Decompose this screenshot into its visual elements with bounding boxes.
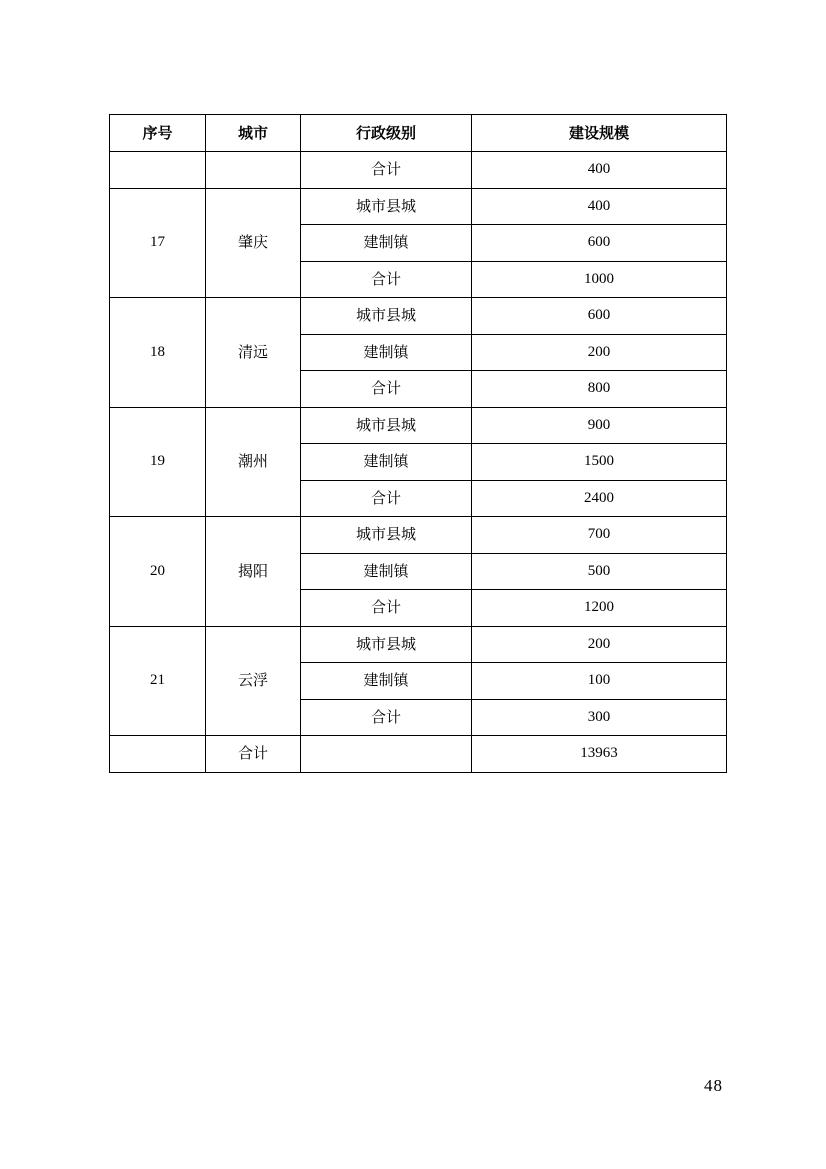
cell-scale: 200	[472, 626, 727, 663]
cell-scale: 200	[472, 334, 727, 371]
cell-seq	[110, 152, 206, 189]
table-row	[110, 407, 727, 444]
cell-seq: 20	[110, 517, 206, 627]
cell-level: 合计	[301, 371, 472, 408]
cell-city: 潮州	[206, 407, 301, 517]
header-row	[110, 115, 727, 152]
cell-scale: 600	[472, 298, 727, 335]
cell-scale: 400	[472, 188, 727, 225]
cell-city: 清远	[206, 298, 301, 408]
cell-city: 揭阳	[206, 517, 301, 627]
cell-level: 城市县城	[301, 407, 472, 444]
total-scale: 13963	[472, 736, 727, 773]
table-row	[110, 298, 727, 335]
cell-scale: 300	[472, 699, 727, 736]
cell-scale: 500	[472, 553, 727, 590]
table-row	[110, 517, 727, 554]
cell-scale: 900	[472, 407, 727, 444]
data-table	[109, 114, 727, 773]
cell-scale: 1500	[472, 444, 727, 481]
cell-scale: 2400	[472, 480, 727, 517]
cell-city: 肇庆	[206, 188, 301, 298]
cell-level: 建制镇	[301, 225, 472, 262]
cell-level: 合计	[301, 261, 472, 298]
cell-level: 城市县城	[301, 517, 472, 554]
cell-seq: 21	[110, 626, 206, 736]
cell-seq: 17	[110, 188, 206, 298]
table-row	[110, 626, 727, 663]
table-header	[110, 115, 727, 152]
cell-level: 城市县城	[301, 188, 472, 225]
total-seq	[110, 736, 206, 773]
cell-level: 合计	[301, 480, 472, 517]
table-body	[110, 152, 727, 736]
cell-level: 建制镇	[301, 663, 472, 700]
total-city: 合计	[206, 736, 301, 773]
header-city: 城市	[206, 115, 301, 152]
cell-seq: 18	[110, 298, 206, 408]
cell-scale: 1000	[472, 261, 727, 298]
table-row	[110, 188, 727, 225]
page-number: 48	[704, 1076, 723, 1095]
cell-city: 云浮	[206, 626, 301, 736]
cell-scale: 800	[472, 371, 727, 408]
cell-level: 城市县城	[301, 298, 472, 335]
cell-level: 合计	[301, 590, 472, 627]
cell-level: 合计	[301, 152, 472, 189]
table-footer	[110, 736, 727, 773]
header-scale: 建设规模	[472, 115, 727, 152]
cell-level: 建制镇	[301, 444, 472, 481]
table-row	[110, 152, 727, 189]
cell-scale: 700	[472, 517, 727, 554]
cell-seq: 19	[110, 407, 206, 517]
cell-level: 合计	[301, 699, 472, 736]
header-seq: 序号	[110, 115, 206, 152]
cell-level: 建制镇	[301, 553, 472, 590]
cell-level: 建制镇	[301, 334, 472, 371]
cell-scale: 1200	[472, 590, 727, 627]
total-row	[110, 736, 727, 773]
cell-scale: 400	[472, 152, 727, 189]
cell-city	[206, 152, 301, 189]
header-level: 行政级别	[301, 115, 472, 152]
cell-scale: 600	[472, 225, 727, 262]
total-level	[301, 736, 472, 773]
cell-scale: 100	[472, 663, 727, 700]
cell-level: 城市县城	[301, 626, 472, 663]
